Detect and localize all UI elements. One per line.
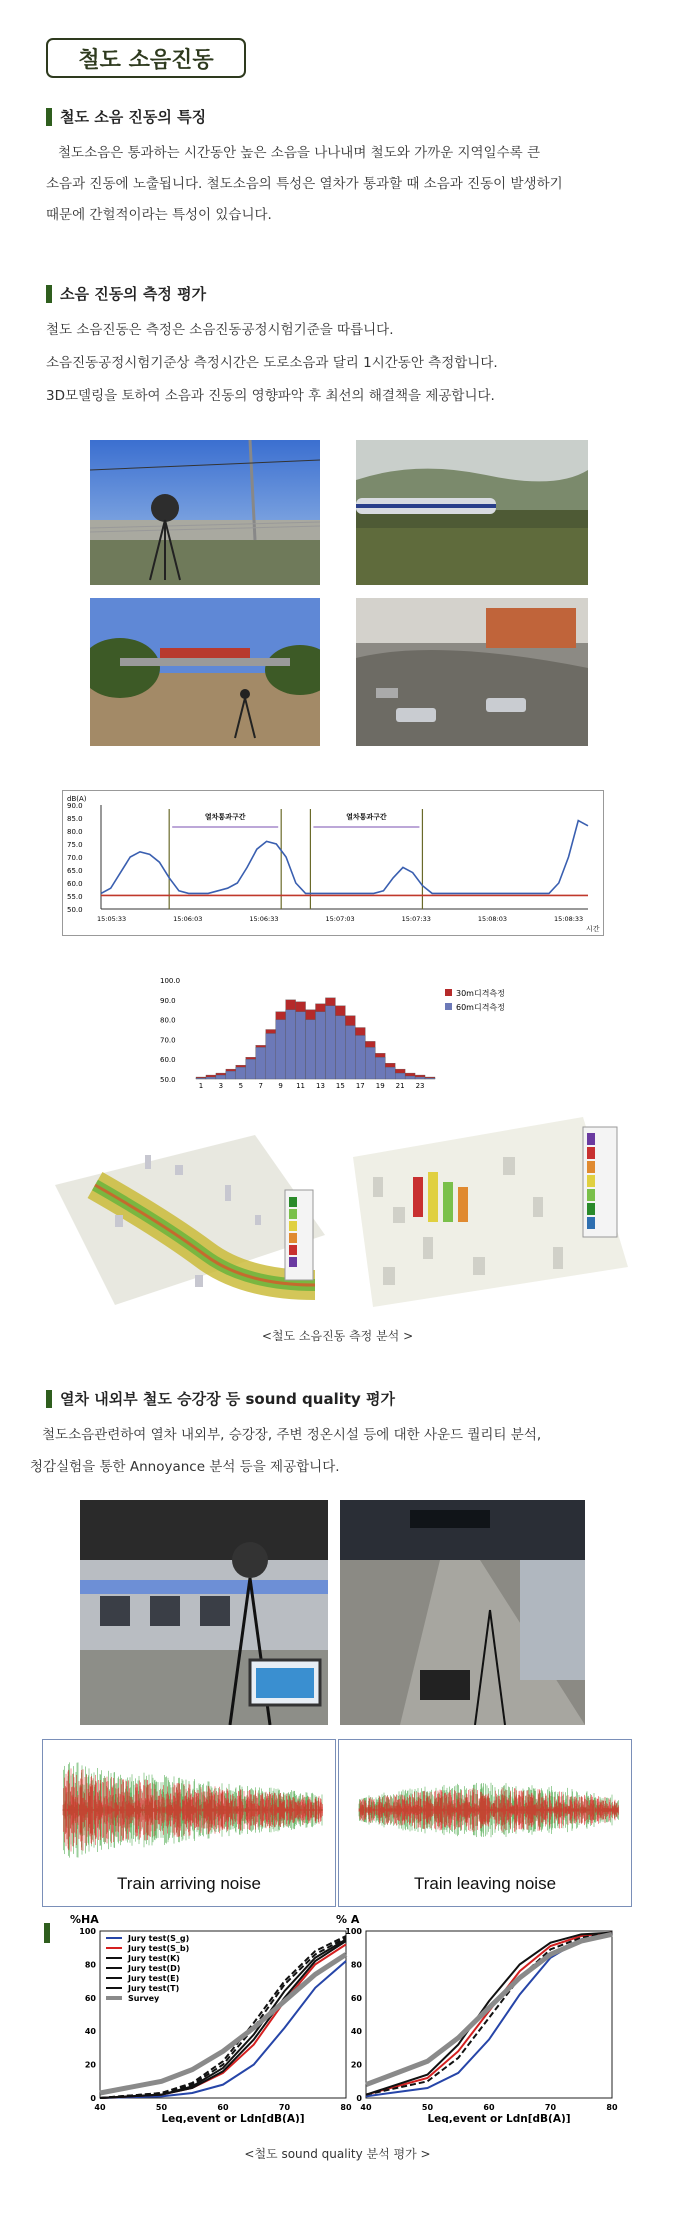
y-tick-label: 20: [84, 2060, 96, 2070]
photo-vibration-sensors: [356, 598, 588, 746]
y-tick-label: 90.0: [67, 802, 83, 810]
x-tick-label: 19: [375, 1082, 385, 1090]
y-tick-label: 90.0: [160, 996, 176, 1005]
paragraph-line: 소음진동공정시험기준상 측정시간은 도로소음과 달리 1시간동안 측정합니다.: [46, 355, 498, 371]
photo-platform-train: [80, 1500, 328, 1725]
y-tick-label: 50.0: [160, 1076, 176, 1084]
y-tick-label: 100.0: [160, 977, 181, 985]
x-axis-title: Leq,event or Ldn[dB(A)]: [161, 2113, 305, 2123]
waveform-arriving-label: Train arriving noise: [117, 1874, 261, 1893]
photo-train-bridge-field: [90, 598, 320, 746]
bar-60m: [236, 1067, 246, 1079]
y-tick-label: 0: [356, 2094, 362, 2103]
x-tick-label: 21: [395, 1082, 405, 1090]
bar-60m: [335, 1016, 345, 1079]
y-tick-label: 60.0: [67, 880, 83, 888]
legend-label: Jury test(E): [128, 1974, 180, 1983]
x-tick-label: 15: [335, 1082, 345, 1090]
annoyance-chart-ha: [66, 1913, 356, 2123]
x-tick-label: 15:07:03: [325, 915, 355, 923]
series-line-1: [101, 821, 588, 894]
3d-noise-map-left: [55, 1125, 325, 1305]
y-tick-label: 85.0: [67, 815, 83, 823]
x-tick-label: 50: [421, 2103, 434, 2112]
annoyance-chart-ha-svg: [66, 1913, 356, 2123]
x-tick-label: 80: [340, 2103, 352, 2112]
y-tick-label: 100: [79, 1927, 96, 1936]
legend-swatch: [445, 989, 452, 996]
bar-60m: [206, 1077, 216, 1079]
y-axis-title: % A: [336, 1913, 360, 1926]
figure-caption-measurement: <철도 소음진동 측정 분석 >: [261, 1329, 414, 1343]
y-tick-label: 80.0: [160, 1016, 176, 1025]
y-axis-title: %HA: [70, 1913, 99, 1926]
photo-ktx-train: [356, 440, 588, 585]
distance-bar-chart-svg: [150, 970, 450, 1090]
waveform-leaving-svg: [339, 1740, 631, 1880]
section-marker: [46, 285, 52, 303]
features-paragraph: [46, 138, 646, 231]
photo-sound-meter-bridge: [90, 440, 320, 585]
y-tick-label: 80: [350, 1960, 362, 1970]
x-tick-label: 50: [155, 2103, 168, 2112]
x-tick-label: 13: [316, 1082, 325, 1090]
bar-60m: [286, 1010, 296, 1079]
bar-60m: [325, 1006, 335, 1079]
y-tick-label: 80: [84, 1960, 96, 1970]
y-tick-label: 20: [350, 2060, 362, 2070]
y-tick-label: 100: [345, 1927, 362, 1936]
page-title-text: 철도 소음진동: [78, 47, 214, 73]
x-tick-label: 5: [238, 1082, 244, 1090]
waveform-train-leaving: [338, 1739, 632, 1907]
legend-label: Jury test(T): [128, 1984, 180, 1993]
legend-label: Jury test(S_b): [128, 1944, 190, 1953]
section-heading-features: [46, 106, 206, 127]
section-heading-text: 소음 진동의 측정 평가: [60, 285, 207, 303]
paragraph-line: 청감실험을 통한 Annoyance 분석 등을 제공합니다.: [30, 1459, 340, 1475]
bar-60m: [405, 1076, 415, 1079]
legend-label: Jury test(K): [128, 1954, 180, 1963]
x-tick-label: 23: [415, 1082, 425, 1090]
y-tick-label: 40: [350, 2027, 362, 2037]
annoyance-chart-a: [332, 1913, 622, 2123]
x-tick-label: 1: [198, 1082, 204, 1090]
x-tick-label: 17: [355, 1082, 365, 1090]
time-series-chart-svg: [63, 791, 603, 935]
photo-station-platform: [340, 1500, 585, 1725]
x-tick-label: 11: [296, 1082, 306, 1090]
bar-60m: [365, 1047, 375, 1079]
x-tick-label: 15:08:03: [477, 915, 508, 923]
y-tick-label: 60.0: [160, 1056, 176, 1065]
bar-60m: [355, 1035, 365, 1079]
legend-label: Jury test(S_g): [128, 1934, 190, 1943]
y-tick-label: 70.0: [67, 854, 83, 862]
legend-label: 30m디격측정: [456, 989, 505, 998]
x-tick-label: 40: [360, 2103, 372, 2112]
x-axis-title: Leq,event or Ldn[dB(A)]: [427, 2113, 571, 2123]
bar-60m: [345, 1026, 355, 1079]
bar-60m: [415, 1077, 425, 1079]
y-tick-label: 60: [84, 1993, 96, 2003]
series-line-5: [366, 1934, 612, 2084]
measurement-paragraph: [46, 314, 646, 413]
paragraph-line: 3D모델링을 토하여 소음과 진동의 영향파악 후 최선의 해결책을 제공합니다.: [46, 388, 495, 404]
bar-60m: [395, 1073, 405, 1079]
bar-legend: [445, 985, 535, 1025]
paragraph-line: 때문에 간헐적이라는 특성이 있습니다.: [46, 207, 272, 223]
x-tick-label: 60: [483, 2103, 495, 2112]
section-heading-measurement: [46, 283, 206, 304]
y-tick-label: 70.0: [160, 1036, 176, 1045]
x-tick-label: 40: [94, 2103, 106, 2112]
legend-swatch: [445, 1003, 452, 1010]
x-tick-label: 9: [278, 1082, 283, 1090]
bar-60m: [216, 1075, 226, 1079]
paragraph-line: 철도 소음진동은 측정은 소음진동공정시험기준을 따릅니다.: [46, 322, 394, 338]
x-tick-label: 15:05:33: [97, 915, 127, 923]
x-tick-label: 15:06:33: [249, 915, 279, 923]
x-tick-label: 15:08:33: [554, 915, 584, 923]
bar-60m: [316, 1012, 326, 1079]
distance-bar-chart: [150, 970, 505, 1090]
section-marker: [46, 1390, 52, 1408]
bar-60m: [375, 1057, 385, 1079]
sound-quality-paragraph: [30, 1419, 650, 1483]
bar-60m: [256, 1047, 266, 1079]
x-axis-title: 시간: [586, 925, 600, 933]
bar-60m: [226, 1071, 236, 1079]
section-marker: [46, 108, 52, 126]
y-tick-label: 80.0: [67, 828, 83, 836]
bar-60m: [296, 1012, 306, 1079]
x-tick-label: 7: [258, 1082, 263, 1090]
legend-label: Jury test(D): [128, 1964, 181, 1973]
annoyance-chart-a-svg: [332, 1913, 622, 2123]
legend-label: Survey: [128, 1994, 160, 2003]
x-tick-label: 15:07:33: [401, 915, 431, 923]
bar-60m: [266, 1033, 276, 1079]
bar-60m: [276, 1020, 286, 1079]
waveform-leaving-label: Train leaving noise: [413, 1874, 557, 1893]
waveform-arriving-svg: [43, 1740, 335, 1880]
y-tick-label: 40: [84, 2027, 96, 2037]
y-tick-label: 0: [90, 2094, 96, 2103]
paragraph-line: 철도소음관련하여 열차 내외부, 승강장, 주변 정온시설 등에 대한 사운드 퀄리티 분석,: [42, 1427, 542, 1443]
section-heading-text: 열차 내외부 철도 승강장 등 sound quality 평가: [60, 1390, 396, 1408]
figure-caption-sound-quality: <철도 sound quality 분석 평가 >: [244, 2147, 431, 2161]
chart-marker: [44, 1923, 50, 1943]
x-tick-label: 70: [544, 2103, 557, 2112]
waveform-red: [359, 1788, 619, 1833]
waveform-red: [63, 1768, 323, 1851]
page-title: [46, 38, 246, 78]
bar-60m: [385, 1067, 395, 1079]
y-tick-label: 75.0: [67, 841, 83, 849]
y-tick-label: 60: [350, 1993, 362, 2003]
y-tick-label: 50.0: [67, 906, 83, 914]
section-heading-sound-quality: [46, 1388, 395, 1409]
paragraph-line: 철도소음은 통과하는 시간동안 높은 소음을 나나내며 철도와 가까운 지역일수록 큰: [58, 145, 541, 161]
x-tick-label: 60: [217, 2103, 229, 2112]
bar-60m: [425, 1078, 435, 1079]
paragraph-line: 소음과 진동에 노출됩니다. 철도소음의 특성은 열차가 통과할 때 소음과 진동이 발생하기: [46, 176, 563, 192]
y-tick-label: 55.0: [67, 893, 83, 901]
passage-label: 열차통과구간: [346, 813, 387, 821]
legend-label: 60m디격측정: [456, 1003, 505, 1012]
y-tick-label: 65.0: [67, 867, 83, 875]
x-tick-label: 70: [278, 2103, 291, 2112]
time-series-chart: [62, 790, 604, 936]
x-tick-label: 3: [218, 1082, 224, 1090]
bar-60m: [306, 1020, 316, 1079]
bar-60m: [196, 1078, 206, 1079]
y-axis-title: dB(A): [67, 795, 87, 803]
x-tick-label: 80: [606, 2103, 618, 2112]
passage-label: 열차통과구간: [204, 813, 246, 821]
bar-60m: [246, 1059, 256, 1079]
waveform-train-arriving: [42, 1739, 336, 1907]
3d-noise-map-right: [353, 1117, 628, 1307]
x-tick-label: 15:06:03: [173, 915, 203, 923]
section-heading-text: 철도 소음 진동의 특징: [60, 108, 207, 126]
